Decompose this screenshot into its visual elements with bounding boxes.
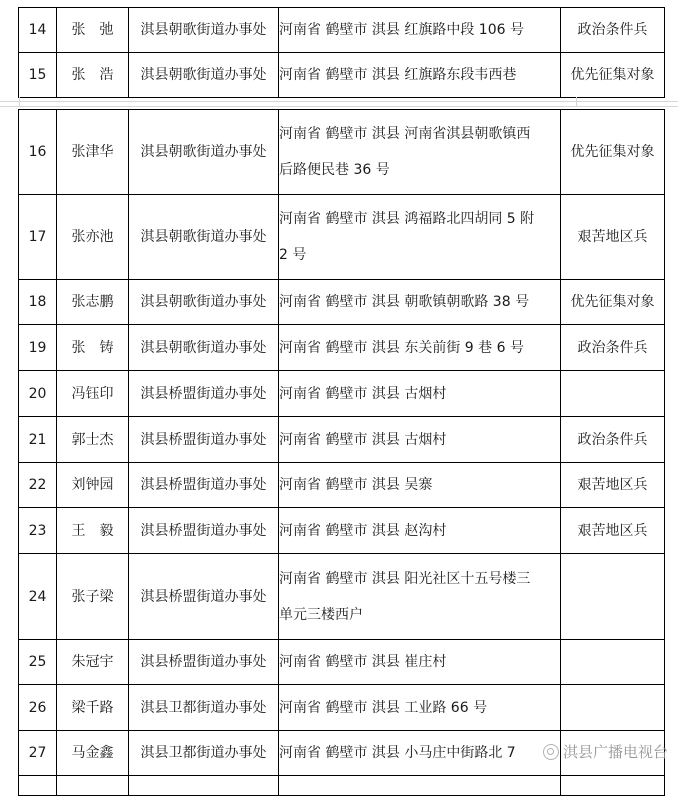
watermark (543, 741, 668, 762)
cell-serial-no: 19 (19, 325, 57, 371)
address-line: 河南省 鹤壁市 淇县 东关前街 9 巷 6 号 (279, 339, 524, 356)
cell-name: 张 铸 (57, 325, 129, 371)
table-row (19, 53, 665, 98)
cell-serial-no (19, 776, 57, 796)
address-line: 单元三楼西户 (279, 606, 363, 623)
cell-serial-no: 15 (19, 53, 57, 98)
cell-address (279, 8, 561, 53)
cell-serial-no: 14 (19, 8, 57, 53)
cell-office: 淇县桥盟街道办事处 (129, 463, 279, 508)
table-row (19, 554, 665, 640)
cell-serial-no: 27 (19, 731, 57, 776)
cell-address (279, 280, 561, 325)
cell-name: 梁千路 (57, 685, 129, 731)
table-row (19, 371, 665, 417)
cell-office: 淇县朝歌街道办事处 (129, 110, 279, 195)
cell-office: 淇县朝歌街道办事处 (129, 53, 279, 98)
cell-office: 淇县桥盟街道办事处 (129, 554, 279, 640)
cell-category: 艰苦地区兵 (561, 463, 665, 508)
cell-category: 艰苦地区兵 (561, 508, 665, 554)
cell-serial-no: 23 (19, 508, 57, 554)
cell-serial-no: 22 (19, 463, 57, 508)
cell-category: 优先征集对象 (561, 53, 665, 98)
cell-category: 艰苦地区兵 (561, 195, 665, 280)
cell-office (129, 776, 279, 796)
cell-address (279, 776, 561, 796)
cell-name: 张 浩 (57, 53, 129, 98)
cell-category (561, 554, 665, 640)
cell-address (279, 325, 561, 371)
table-row (19, 685, 665, 731)
cell-name: 冯钰印 (57, 371, 129, 417)
address-line: 河南省 鹤壁市 淇县 河南省淇县朝歌镇西 (279, 126, 531, 142)
cell-category: 优先征集对象 (561, 280, 665, 325)
cell-name: 张亦池 (57, 195, 129, 280)
cell-category: 政治条件兵 (561, 325, 665, 371)
address-line: 河南省 鹤壁市 淇县 工业路 66 号 (279, 699, 488, 716)
address-line: 河南省 鹤壁市 淇县 红旗路东段韦西巷 (279, 67, 517, 83)
cell-category: 政治条件兵 (561, 8, 665, 53)
address-line: 2 号 (279, 247, 307, 263)
cell-office: 淇县桥盟街道办事处 (129, 371, 279, 417)
table-row (19, 280, 665, 325)
cell-address (279, 417, 561, 463)
cell-office: 淇县桥盟街道办事处 (129, 640, 279, 685)
cell-name: 朱冠宇 (57, 640, 129, 685)
table-row (19, 776, 665, 796)
recruit-table-part-2 (18, 109, 665, 796)
cell-category: 政治条件兵 (561, 417, 665, 463)
cell-address (279, 685, 561, 731)
address-line: 河南省 鹤壁市 淇县 古烟村 (279, 431, 447, 448)
table-row (19, 110, 665, 195)
cell-name: 张志鹏 (57, 280, 129, 325)
address-line: 河南省 鹤壁市 淇县 红旗路中段 106 号 (279, 22, 524, 38)
cell-office: 淇县桥盟街道办事处 (129, 417, 279, 463)
table-row (19, 325, 665, 371)
cell-office: 淇县卫都街道办事处 (129, 731, 279, 776)
cell-office: 淇县朝歌街道办事处 (129, 195, 279, 280)
cell-address (279, 463, 561, 508)
cell-serial-no: 18 (19, 280, 57, 325)
cell-category (561, 685, 665, 731)
cell-address (279, 640, 561, 685)
cell-address (279, 371, 561, 417)
address-line: 河南省 鹤壁市 淇县 吴寨 (279, 477, 433, 493)
cell-office: 淇县桥盟街道办事处 (129, 508, 279, 554)
cell-office: 淇县卫都街道办事处 (129, 685, 279, 731)
cell-serial-no: 20 (19, 371, 57, 417)
cell-serial-no: 17 (19, 195, 57, 280)
cell-serial-no: 25 (19, 640, 57, 685)
address-line: 河南省 鹤壁市 淇县 鸿福路北四胡同 5 附 (279, 211, 535, 227)
cell-address (279, 53, 561, 98)
cell-name (57, 776, 129, 796)
cell-name: 张津华 (57, 110, 129, 195)
address-line: 河南省 鹤壁市 淇县 崔庄村 (279, 654, 447, 670)
page-break-marker (19, 97, 20, 106)
cell-name: 王 毅 (57, 508, 129, 554)
cell-name: 郭士杰 (57, 417, 129, 463)
table-row (19, 640, 665, 685)
table-row (19, 508, 665, 554)
address-line: 河南省 鹤壁市 淇县 朝歌镇朝歌路 38 号 (279, 294, 530, 310)
table-row (19, 8, 665, 53)
cell-name: 刘钟园 (57, 463, 129, 508)
cell-serial-no: 21 (19, 417, 57, 463)
cell-office: 淇县朝歌街道办事处 (129, 280, 279, 325)
cell-category (561, 640, 665, 685)
recruit-table-part-1 (18, 7, 665, 98)
cell-office: 淇县朝歌街道办事处 (129, 325, 279, 371)
table-row (19, 195, 665, 280)
cell-serial-no: 24 (19, 554, 57, 640)
table-row (19, 417, 665, 463)
watermark-text: 淇县广播电视台 (563, 743, 669, 761)
cell-category (561, 776, 665, 796)
address-line: 后路便民巷 36 号 (279, 162, 390, 178)
address-line: 河南省 鹤壁市 淇县 阳光社区十五号楼三 (279, 570, 531, 587)
cell-name: 张 弛 (57, 8, 129, 53)
cell-address (279, 731, 561, 776)
page-break-marker (576, 97, 577, 106)
cell-serial-no: 26 (19, 685, 57, 731)
cell-serial-no: 16 (19, 110, 57, 195)
address-line: 河南省 鹤壁市 淇县 古烟村 (279, 385, 447, 402)
cell-name: 马金鑫 (57, 731, 129, 776)
table-row (19, 463, 665, 508)
address-line: 河南省 鹤壁市 淇县 赵沟村 (279, 522, 447, 539)
page-break-marker (576, 106, 598, 107)
wechat-channel-icon (543, 744, 559, 760)
cell-category (561, 371, 665, 417)
cell-category: 优先征集对象 (561, 110, 665, 195)
cell-address (279, 508, 561, 554)
cell-office: 淇县朝歌街道办事处 (129, 8, 279, 53)
cell-address (279, 110, 561, 195)
cell-name: 张子梁 (57, 554, 129, 640)
address-line: 河南省 鹤壁市 淇县 小马庄中街路北 7 (279, 745, 516, 761)
cell-address (279, 554, 561, 640)
cell-address (279, 195, 561, 280)
